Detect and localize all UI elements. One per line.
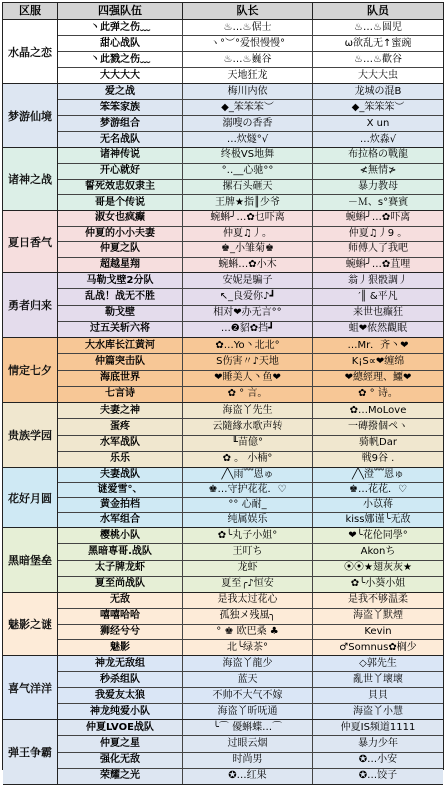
server-name: 黑暗堡垒 xyxy=(3,528,58,592)
table-row xyxy=(58,436,443,452)
server-group xyxy=(3,20,443,84)
member-name: ✿…MoLove xyxy=(349,404,407,416)
server-name: 勇者归来 xyxy=(3,273,58,337)
team-name: 夏至尚战队 xyxy=(58,577,183,592)
member-name: ✪…小安 xyxy=(358,754,398,766)
captain-name: 孤独メ残風╮ xyxy=(183,609,313,624)
team-name: 强化无敌 xyxy=(58,753,183,768)
member-name: 貝貝 xyxy=(368,689,388,701)
captain-name: ✿…Yo丶北北° xyxy=(183,338,313,353)
team-name: 仲夏LVOE战队 xyxy=(58,720,183,735)
table-row xyxy=(58,354,443,370)
member-name: ✿ ° 诗。 xyxy=(358,388,398,400)
table-row xyxy=(58,593,443,609)
captain-name: 海盗丫龍少 xyxy=(183,656,313,671)
team-name: 夫妻之神 xyxy=(58,403,183,418)
team-name: 太子牌龙虾 xyxy=(58,561,183,576)
team-name: 神龙纯爱小队 xyxy=(58,704,183,719)
captain-name: …❷貂✿挡┛ xyxy=(183,322,313,337)
captain-name: 云隨緣水歌声转 xyxy=(183,419,313,434)
member-name: 龙城の混B xyxy=(354,85,402,97)
captain-name: 终极VS地舞 xyxy=(183,148,313,163)
member-name: ♨…♨歡谷 xyxy=(354,53,402,65)
captain-name: 时尚男 xyxy=(183,753,313,768)
captain-name: ◆_笨笨笨︶ xyxy=(183,100,313,115)
captain-name: 海盗丫昕呒通 xyxy=(183,704,313,719)
member-name: Kevin xyxy=(364,625,392,637)
member-name: ≮無情≯ xyxy=(359,165,397,177)
member-name: 戦9谷 . xyxy=(361,453,395,465)
member-name: ✿╰小葵小姐 xyxy=(350,578,406,590)
table-row xyxy=(58,36,443,52)
table-row xyxy=(58,68,443,83)
member-name: 骑帆Dar xyxy=(359,437,397,449)
team-name: 黑暗専哥.战队 xyxy=(58,544,183,559)
table-row xyxy=(58,561,443,577)
captain-name: 蓝天 xyxy=(183,672,313,687)
team-name: 魅影 xyxy=(58,640,183,655)
team-name: 大大大大 xyxy=(58,68,183,83)
server-group xyxy=(3,528,443,593)
table-row xyxy=(58,609,443,625)
header-members: 队员 xyxy=(367,4,389,17)
table-row xyxy=(58,273,443,289)
member-name: X un xyxy=(366,117,390,129)
table-row xyxy=(58,195,443,210)
table-row xyxy=(58,672,443,688)
team-name: 勒戈壁 xyxy=(58,306,183,321)
team-name: 笨笨家族 xyxy=(58,100,183,115)
table-row xyxy=(58,242,443,258)
captain-name: ❤睡美人丶鱼❤ xyxy=(183,371,313,386)
server-group xyxy=(3,403,443,468)
member-name: 暴力少年 xyxy=(358,737,398,749)
member-name: ✪…饺子 xyxy=(358,770,398,782)
captain-name: 是我太过花心 xyxy=(183,593,313,608)
team-name: 蛋疼 xyxy=(58,419,183,434)
member-name: …炊淼√ xyxy=(359,133,397,145)
member-name: 布拉格の戰龍 xyxy=(348,149,408,161)
team-name: 爱之战 xyxy=(58,84,183,99)
captain-name: ♚…守护花花．♡ xyxy=(183,483,313,497)
table-row xyxy=(58,656,443,672)
table-row xyxy=(58,164,443,180)
team-name: 开心就好 xyxy=(58,164,183,179)
table-row xyxy=(58,720,443,736)
member-name: …Mr．齐丶❤ xyxy=(347,339,409,351)
captain-name: 天地狂龙 xyxy=(183,68,313,83)
server-group xyxy=(3,338,443,403)
captain-name: ♨…♨巍谷 xyxy=(183,52,313,67)
member-name: 海盗丫默煙 xyxy=(353,610,403,622)
captain-name: ✿ 。 小楠° xyxy=(183,452,313,467)
table-row xyxy=(58,468,443,483)
table-row xyxy=(58,180,443,196)
team-name: 水军战队 xyxy=(58,436,183,451)
table-row xyxy=(58,528,443,544)
team-name: 仲夏之队 xyxy=(58,242,183,257)
member-name: －Ｍ、s°賽賓 xyxy=(347,196,409,208)
table-row xyxy=(58,483,443,498)
captain-name: 纯属娱乐 xyxy=(183,513,313,527)
team-name: 誓死效忠奴隶主 xyxy=(58,180,183,195)
captain-name: 夏至╭♪恒安 xyxy=(183,577,313,592)
table-row xyxy=(58,371,443,387)
server-name: 魅影之谜 xyxy=(3,593,58,655)
captain-name: ↖_良爱你♪┛ xyxy=(183,289,313,304)
team-name: 荣耀之光 xyxy=(58,769,183,784)
captain-name: 溺嗖の香香 xyxy=(183,116,313,131)
header-captain: 队长 xyxy=(183,3,313,19)
member-name: ⦿⦿★翅灰灰★ xyxy=(344,562,412,574)
member-name: 海盗丫小慧 xyxy=(353,705,403,717)
table-row xyxy=(58,736,443,752)
table-row xyxy=(58,419,443,435)
table-row xyxy=(58,289,443,305)
captain-name: 不帅不大气不嫁 xyxy=(183,688,313,703)
table-row xyxy=(58,688,443,704)
team-name: 诸神传说 xyxy=(58,148,183,163)
team-name: 丶此弹之伤﹏ xyxy=(58,20,183,35)
member-name: 小苡蒋 xyxy=(363,499,393,510)
team-name: 乱战！战无不胜 xyxy=(58,289,183,304)
server-name: 诸神之战 xyxy=(3,148,58,210)
member-name: 蛆❤侬然觀眠 xyxy=(348,323,408,335)
member-name: ′║ &平凡 xyxy=(358,290,398,302)
captain-name: ♚_小雏菊♚ xyxy=(183,242,313,257)
captain-name: 过眼云烟 xyxy=(183,736,313,751)
team-name: 黄金拍档 xyxy=(58,498,183,512)
table-row xyxy=(58,704,443,719)
member-name: 暴力教母 xyxy=(358,180,398,192)
captain-name: ° ♚ 欧巴桑 ♣ xyxy=(183,625,313,640)
team-name: 马勒戈壁2分队 xyxy=(58,273,183,288)
table-row xyxy=(58,306,443,322)
captain-name: 蜿蝌╯…✿乜吓离 xyxy=(183,211,313,226)
captain-name: ✿ ° 言。 xyxy=(183,387,313,402)
captain-name: ✿╰丸子小姐° xyxy=(183,528,313,543)
server-name: 弹王争霸 xyxy=(3,720,58,784)
member-name: K¡S∝❤缠绵 xyxy=(351,355,405,367)
member-name: 仲夏IS频道1111 xyxy=(340,721,416,733)
captain-name: 安妮是騙子 xyxy=(183,273,313,288)
team-name: 谜爱雪°、 xyxy=(58,483,183,497)
server-name: 梦游仙境 xyxy=(3,84,58,147)
team-name: 淑女也疯癫 xyxy=(58,211,183,226)
table-row xyxy=(58,498,443,513)
server-group xyxy=(3,273,443,338)
team-name: 过五关斩六将 xyxy=(58,322,183,337)
team-name: 哥是个传说 xyxy=(58,195,183,210)
member-name: kiss娜谨╰无敌 xyxy=(345,514,411,525)
table-row xyxy=(58,148,443,164)
member-name: 来世也癫狂 xyxy=(353,307,403,319)
table-row xyxy=(58,116,443,132)
captain-name: °° 心耐_ xyxy=(183,498,313,512)
table-row xyxy=(58,769,443,784)
member-name: ♚…花花．♡ xyxy=(349,484,407,495)
member-name: 大大大虫 xyxy=(358,69,398,81)
team-name: 秒杀组队 xyxy=(58,672,183,687)
member-name: ♂Somnus✿榈少 xyxy=(339,641,417,653)
captain-name: ヽ°︶°爱恨慢慢° xyxy=(183,36,313,51)
table-row xyxy=(58,640,443,655)
table-row xyxy=(58,132,443,147)
captain-name: ♨…♨倨士 xyxy=(183,20,313,35)
member-name: ◇郭先生 xyxy=(359,657,397,669)
captain-name: S伤害〃♪天地 xyxy=(183,354,313,369)
team-name: 丶此戮之伤﹏ xyxy=(58,52,183,67)
team-name: 水军组合 xyxy=(58,513,183,527)
member-name: Akonち xyxy=(360,545,396,557)
table-row xyxy=(58,227,443,243)
team-name: 梦游组合 xyxy=(58,116,183,131)
table-row xyxy=(58,577,443,592)
table-row xyxy=(58,322,443,337)
member-name: 是我不够温柔 xyxy=(348,594,408,606)
server-name: 夏日香气 xyxy=(3,211,58,272)
captain-name: ╱╲雨﹌恩ゅ xyxy=(183,468,313,482)
member-name: ω欲乱无↑蜜豌 xyxy=(344,37,412,49)
server-group xyxy=(3,84,443,148)
captain-name: 王叮ち xyxy=(183,544,313,559)
table-row xyxy=(58,513,443,527)
team-name: 我爱友太狼 xyxy=(58,688,183,703)
captain-name: °‥__心驰°° xyxy=(183,164,313,179)
member-name: ❤╰花伦同學° xyxy=(348,529,408,541)
table-row xyxy=(58,387,443,402)
captain-name: 龙虾 xyxy=(183,561,313,576)
table-row xyxy=(58,452,443,467)
team-name: 夫妻战队 xyxy=(58,468,183,482)
server-group xyxy=(3,211,443,273)
table-row xyxy=(58,258,443,273)
header-area: 区服 xyxy=(3,3,58,19)
table-row xyxy=(58,52,443,68)
captain-name: 王牌★指║少爷 xyxy=(183,195,313,210)
team-name: 神龙无敌组 xyxy=(58,656,183,671)
server-group xyxy=(3,720,443,785)
team-name: 狮经兮兮 xyxy=(58,625,183,640)
table-row xyxy=(58,753,443,769)
captain-name: 海盗丫先生 xyxy=(183,403,313,418)
server-name: 花好月圆 xyxy=(3,468,58,527)
team-name: 海底世界 xyxy=(58,371,183,386)
team-name: 甜心战队 xyxy=(58,36,183,51)
team-name: 乐乐 xyxy=(58,452,183,467)
server-group xyxy=(3,656,443,720)
team-name: 大水库长江黄河 xyxy=(58,338,183,353)
member-name: ♨…♨圆児 xyxy=(354,21,402,33)
server-name: 情定七夕 xyxy=(3,338,58,402)
captain-name: 相对❤办无言°° xyxy=(183,306,313,321)
table-row xyxy=(58,338,443,354)
table-row xyxy=(58,20,443,36)
team-roster-table xyxy=(2,2,444,782)
member-name: 仲夏♫丿9 。 xyxy=(348,227,408,239)
team-name: 七言诗 xyxy=(58,387,183,402)
team-name: 无敌 xyxy=(58,593,183,608)
member-name: ╱╲澄﹌恩ゅ xyxy=(351,469,405,480)
member-name: 一磚撥個ペヽ xyxy=(348,420,408,432)
captain-name: ✪…红果 xyxy=(183,769,313,784)
team-name: 仲夏的小小夫妻 xyxy=(58,227,183,242)
server-name: 贵族学园 xyxy=(3,403,58,467)
server-group xyxy=(3,148,443,211)
captain-name: 蜿蝌…✿小木 xyxy=(183,258,313,273)
table-row xyxy=(58,84,443,100)
member-name: ◆_笨笨笨︶ xyxy=(351,101,405,113)
table-row xyxy=(58,211,443,227)
table-row xyxy=(58,100,443,116)
server-name: 水晶之恋 xyxy=(3,20,58,83)
team-name: 嘻嘻哈哈 xyxy=(58,609,183,624)
member-name: ❤總經理、鱷❤ xyxy=(344,372,412,384)
member-name: 蜿蝌╯…✿吓离 xyxy=(345,212,411,224)
server-group xyxy=(3,593,443,656)
table-header xyxy=(3,3,443,20)
member-name: 亂世丫壞壞 xyxy=(353,673,403,685)
table-row xyxy=(58,544,443,560)
team-name: 超越星翔 xyxy=(58,258,183,273)
team-name: 仲夏之星 xyxy=(58,736,183,751)
captain-name: 仲夏♫丿。 xyxy=(183,227,313,242)
captain-name: 摞石头砸天 xyxy=(183,180,313,195)
captain-name: …炊燧°√ xyxy=(183,132,313,147)
server-group xyxy=(3,468,443,528)
team-name: 樱桃小队 xyxy=(58,528,183,543)
member-name: 蜿蝌╯…✿苴哩 xyxy=(345,258,411,270)
captain-name: ╰⌒ 優蝌蝶…⌒ xyxy=(183,720,313,735)
team-name: 仲篇突击队 xyxy=(58,354,183,369)
captain-name: 北╰绿茶° xyxy=(183,640,313,655)
table-row xyxy=(58,403,443,419)
captain-name: ╙苗億° xyxy=(183,436,313,451)
member-name: 师傅人了我吧 xyxy=(348,243,408,255)
member-name: 翁丿狠骰調丿 xyxy=(348,274,408,286)
captain-name: 梅川内依 xyxy=(183,84,313,99)
table-row xyxy=(58,625,443,641)
server-name: 喜气洋洋 xyxy=(3,656,58,719)
header-team: 四强队伍 xyxy=(58,3,183,19)
team-name: 无名战队 xyxy=(58,132,183,147)
